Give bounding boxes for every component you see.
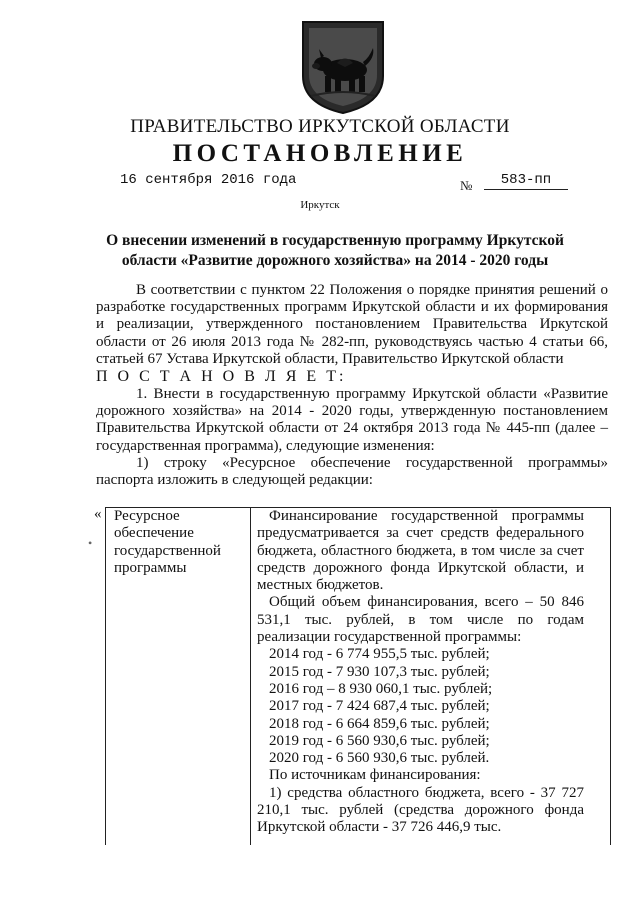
subject-line: О внесении изменений в государственную программу Иркутской <box>106 232 564 249</box>
document-type-title: ПОСТАНОВЛЕНИЕ <box>172 140 468 167</box>
city-label: Иркутск <box>300 199 340 211</box>
item-1-1-paragraph: 1) строку «Ресурсное обеспечение государственной программы» паспорта изложить в следующей редакции: <box>96 454 608 489</box>
sources-title: По источникам финансирования: <box>269 767 481 784</box>
year-line: 2017 год - 7 424 687,4 тыс. рублей; <box>269 698 490 715</box>
label-line: программы <box>114 559 187 576</box>
table-row-content <box>257 508 584 837</box>
coat-of-arms-emblem <box>299 18 387 116</box>
document-body <box>96 282 608 489</box>
year-line: 2018 год - 6 664 859,6 тыс. рублей; <box>269 715 490 732</box>
table-border-left <box>105 507 106 845</box>
year-line: 2016 год – 8 930 060,1 тыс. рублей; <box>269 680 493 697</box>
financing-intro: Финансирование государственной программы предусматривается за счет средств федерального бюджета, областного бюджета, в том числе за счет средств дорожного фонда Иркутской области, и местных бюджетов. <box>257 508 584 594</box>
year-line: 2020 год - 6 560 930,6 тыс. рублей. <box>269 750 490 767</box>
subject-line: области «Развитие дорожного хозяйства» на 2014 - 2020 годы <box>121 252 549 269</box>
government-title: ПРАВИТЕЛЬСТВО ИРКУТСКОЙ ОБЛАСТИ <box>130 116 510 137</box>
document-number: 583-пп <box>484 172 568 190</box>
margin-mark: • <box>88 536 93 550</box>
table-row-label <box>114 508 254 577</box>
year-line: 2015 год - 7 930 107,3 тыс. рублей; <box>269 663 490 680</box>
label-line: обеспечение <box>114 525 194 542</box>
number-sign: № <box>460 178 473 193</box>
label-line: государственной <box>114 542 221 559</box>
document-date: 16 сентября 2016 года <box>120 172 297 188</box>
opening-quote-mark: « <box>94 506 102 522</box>
year-line: 2014 год - 6 774 955,5 тыс. рублей; <box>269 646 490 663</box>
label-line: Ресурсное <box>114 508 180 524</box>
document-subject <box>100 231 570 271</box>
decree-word: П О С Т А Н О В Л Я Е Т: <box>96 368 347 386</box>
year-line: 2019 год - 6 560 930,6 тыс. рублей; <box>269 732 490 749</box>
table-border-right <box>610 507 611 845</box>
item-1-paragraph: 1. Внести в государственную программу Иркутской области «Развитие дорожного хозяйства» на 2014 - 2020 годы, утвержденную постановлением Правительства Иркутской области от 24 октября 2013 года № 445-пп (далее – государственная программа), следующие изменения: <box>96 386 608 454</box>
financing-total: Общий объем финансирования, всего – 50 846 531,1 тыс. рублей, в том числе по годам реализации государственной программы: <box>257 594 584 646</box>
preamble-paragraph: В соответствии с пунктом 22 Положения о порядке принятия решений о разработке государственных программ Иркутской области и их формирования и реализации, утвержденного постановлением Правительства Иркутской области от 26 июля 2013 года № 282-пп, руководствуясь частью 4 статьи 66, статьей 67 Устава Иркутской области, Правительство Иркутской области <box>96 282 608 367</box>
source-1-paragraph: 1) средства областного бюджета, всего - 37 727 210,1 тыс. рублей (средства дорожного фонда Иркутской области - 37 726 446,9 тыс. <box>257 784 584 836</box>
